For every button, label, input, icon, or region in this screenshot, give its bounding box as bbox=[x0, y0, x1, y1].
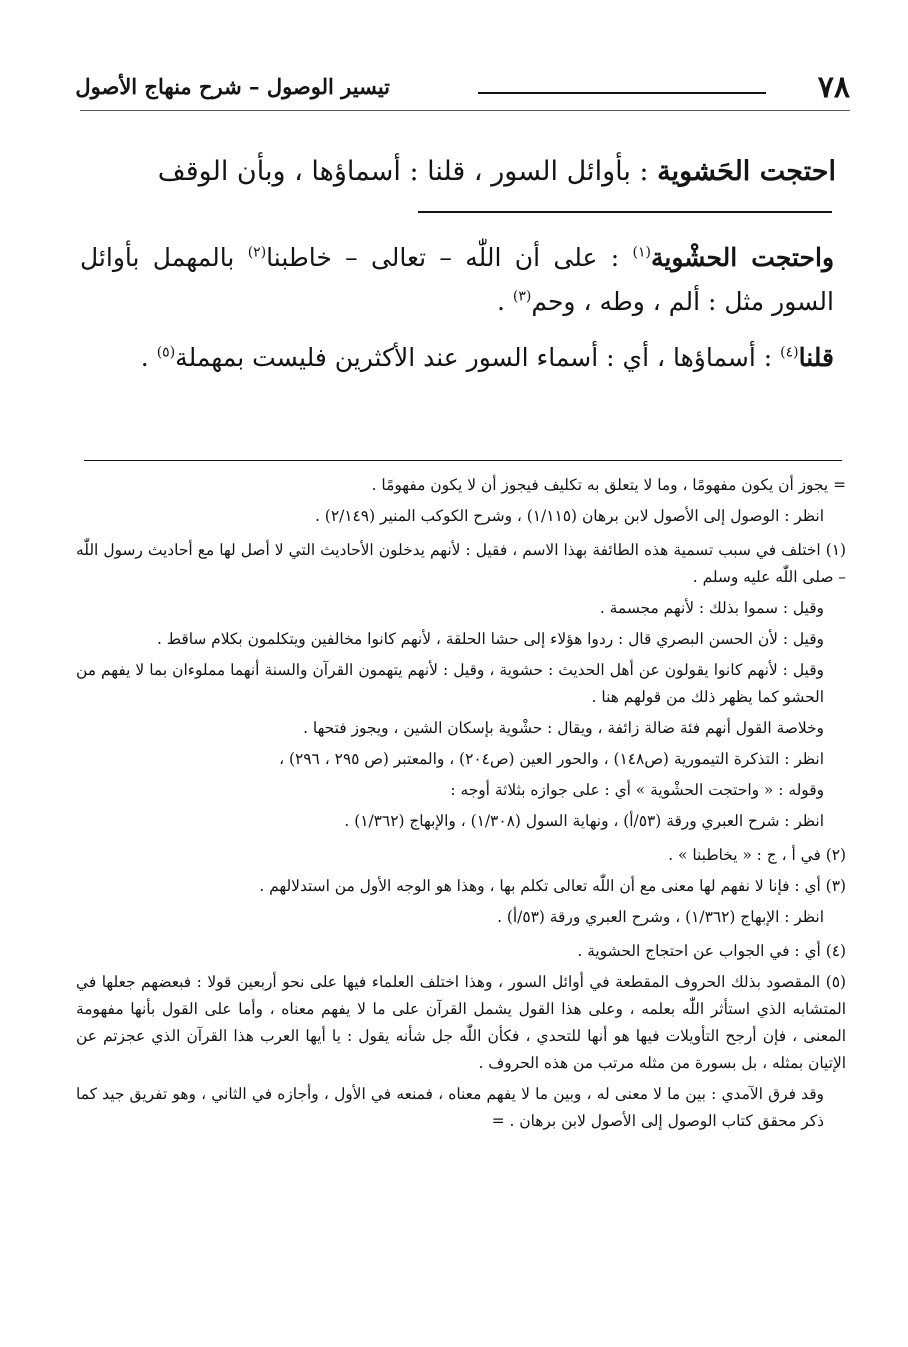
footnote-marker: (١) bbox=[632, 244, 651, 261]
footnote-marker: (٣) bbox=[512, 288, 532, 305]
running-title: تيسير الوصول – شرح منهاج الأصول bbox=[75, 74, 390, 99]
header-rule bbox=[478, 92, 766, 94]
footnote-line: انظر : التذكرة التيمورية (ص١٤٨) ، والحور العين (ص٢٠٤) ، والمعتبر (ص ٢٩٥ ، ٢٩٦) ، bbox=[279, 750, 824, 768]
footnote-1: (١) اختلف في سبب تسمية هذه الطائفة بهذا الاسم ، فقيل : لأنهم يدخلون الأحاديث التي لا أصل لها مع أحاديث رسول اللّٰه – صلى اللّٰه عليه وسلم . bbox=[76, 541, 846, 586]
footnote-line: انظر : شرح العبري ورقة (٥٣/أ) ، ونهاية السول (١/٣٠٨) ، والإبهاج (١/٣٦٢) . bbox=[344, 812, 824, 830]
matn-rest: : بأوائل السور ، قلنا : أسماؤها ، وبأن الوقف bbox=[157, 156, 658, 187]
sharh-text-run: بالمهمل بأوائل السور مثل : ألم ، وطه ، وحم bbox=[80, 243, 834, 316]
matn-lead: احتجت الحَشوية bbox=[657, 156, 836, 187]
sharh-text-run: : على أن اللّٰه – تعالى – خاطبنا bbox=[266, 243, 633, 272]
sharh-text-run: . bbox=[496, 287, 513, 316]
header-underline bbox=[80, 110, 850, 111]
footnote-line: انظر : الإبهاج (١/٣٦٢) ، وشرح العبري ورقة (٥٣/أ) . bbox=[497, 908, 824, 926]
page-header bbox=[75, 66, 850, 116]
sharh-paragraph bbox=[80, 336, 834, 380]
footnote-line: انظر : الوصول إلى الأصول لابن برهان (١/١١٥) ، وشرح الكوكب المنير (٢/١٤٩) . bbox=[315, 507, 824, 525]
footnote-2: (٢) في أ ، ج : « يخاطبنا » . bbox=[668, 846, 846, 864]
sharh-lead: واحتجت الحشْوية bbox=[650, 243, 835, 272]
footnote-line: وقيل : لأن الحسن البصري قال : ردوا هؤلاء إلى حشا الحلقة ، لأنهم كانوا مخالفين ويتكلمون بكلام ساقط . bbox=[156, 630, 824, 648]
matn-separator bbox=[418, 211, 832, 213]
footnote-line: = يجوز أن يكون مفهومًا ، وما لا يتعلق به تكليف فيجوز أن لا يكون مفهومًا . bbox=[371, 476, 846, 494]
sharh-text-run: : أسماؤها ، أي : أسماء السور عند الأكثرين فليست بمهملة bbox=[175, 343, 781, 372]
footnote-line: وقوله : « واحتجت الحشْوية » أي : على جوازه بثلاثة أوجه : bbox=[450, 781, 824, 799]
matn-text bbox=[84, 150, 836, 194]
footnotes bbox=[76, 472, 846, 1139]
footnote-4: (٤) أي : في الجواب عن احتجاج الحشوية . bbox=[577, 942, 846, 960]
footnote-marker: (٤) bbox=[780, 344, 799, 361]
sharh-text-run: . bbox=[140, 343, 157, 372]
footnote-3: (٣) أي : فإنا لا نفهم لها معنى مع أن اللّٰه تعالى تكلم بها ، وهذا هو الوجه الأول من استدلالهم . bbox=[259, 877, 846, 895]
footnote-line: وقد فرق الآمدي : بين ما لا معنى له ، وبين ما لا يفهم معناه ، فمنعه في الأول ، وأجازه في الثاني ، وهو تفريق جيد كما ذكر محقق كتاب الوصول إلى الأصول لابن برهان . = bbox=[76, 1085, 824, 1130]
sharh-paragraph bbox=[80, 236, 834, 324]
footnote-marker: (٥) bbox=[156, 344, 176, 361]
footnote-line: وقيل : لأنهم كانوا يقولون عن أهل الحديث : حشوية ، وقيل : لأنهم يتهمون القرآن والسنة أنهما مملوءان بما لا يفهم من الحشو كما يظهر ذلك من قولهم هنا . bbox=[76, 661, 824, 706]
footnote-line: وقيل : سموا بذلك : لأنهم مجسمة . bbox=[599, 599, 824, 617]
sharh-lead: قلنا bbox=[798, 343, 834, 372]
sharh-text bbox=[80, 236, 834, 392]
page-number: ٧٨ bbox=[817, 70, 850, 105]
footnote-line: وخلاصة القول أنهم فئة ضالة زائفة ، ويقال : حشْوية بإسكان الشين ، ويجوز فتحها . bbox=[303, 719, 824, 737]
footnote-marker: (٢) bbox=[247, 244, 267, 261]
footnote-5: (٥) المقصود بذلك الحروف المقطعة في أوائل السور ، وهذا اختلف العلماء فيها على نحو أربعين قولا : فبعضهم جعلها في المتشابه الذي استأثر اللّٰه بعلمه ، وعلى هذا القول يشمل القرآن على ما لا يفهم معناه ، وأما على القول بأنها مفهومة المعنى ، فإن أرجح التأويلات فيها هو أنها للتحدي ، فكأن اللّٰه جل شأنه يقول : يا أيها العرب هذا القرآن الذي عجزتم عن الإتيان بمثله ، بل بسورة من مثله مرتب من هذه الحروف . bbox=[76, 973, 846, 1072]
footnote-separator bbox=[84, 460, 842, 461]
